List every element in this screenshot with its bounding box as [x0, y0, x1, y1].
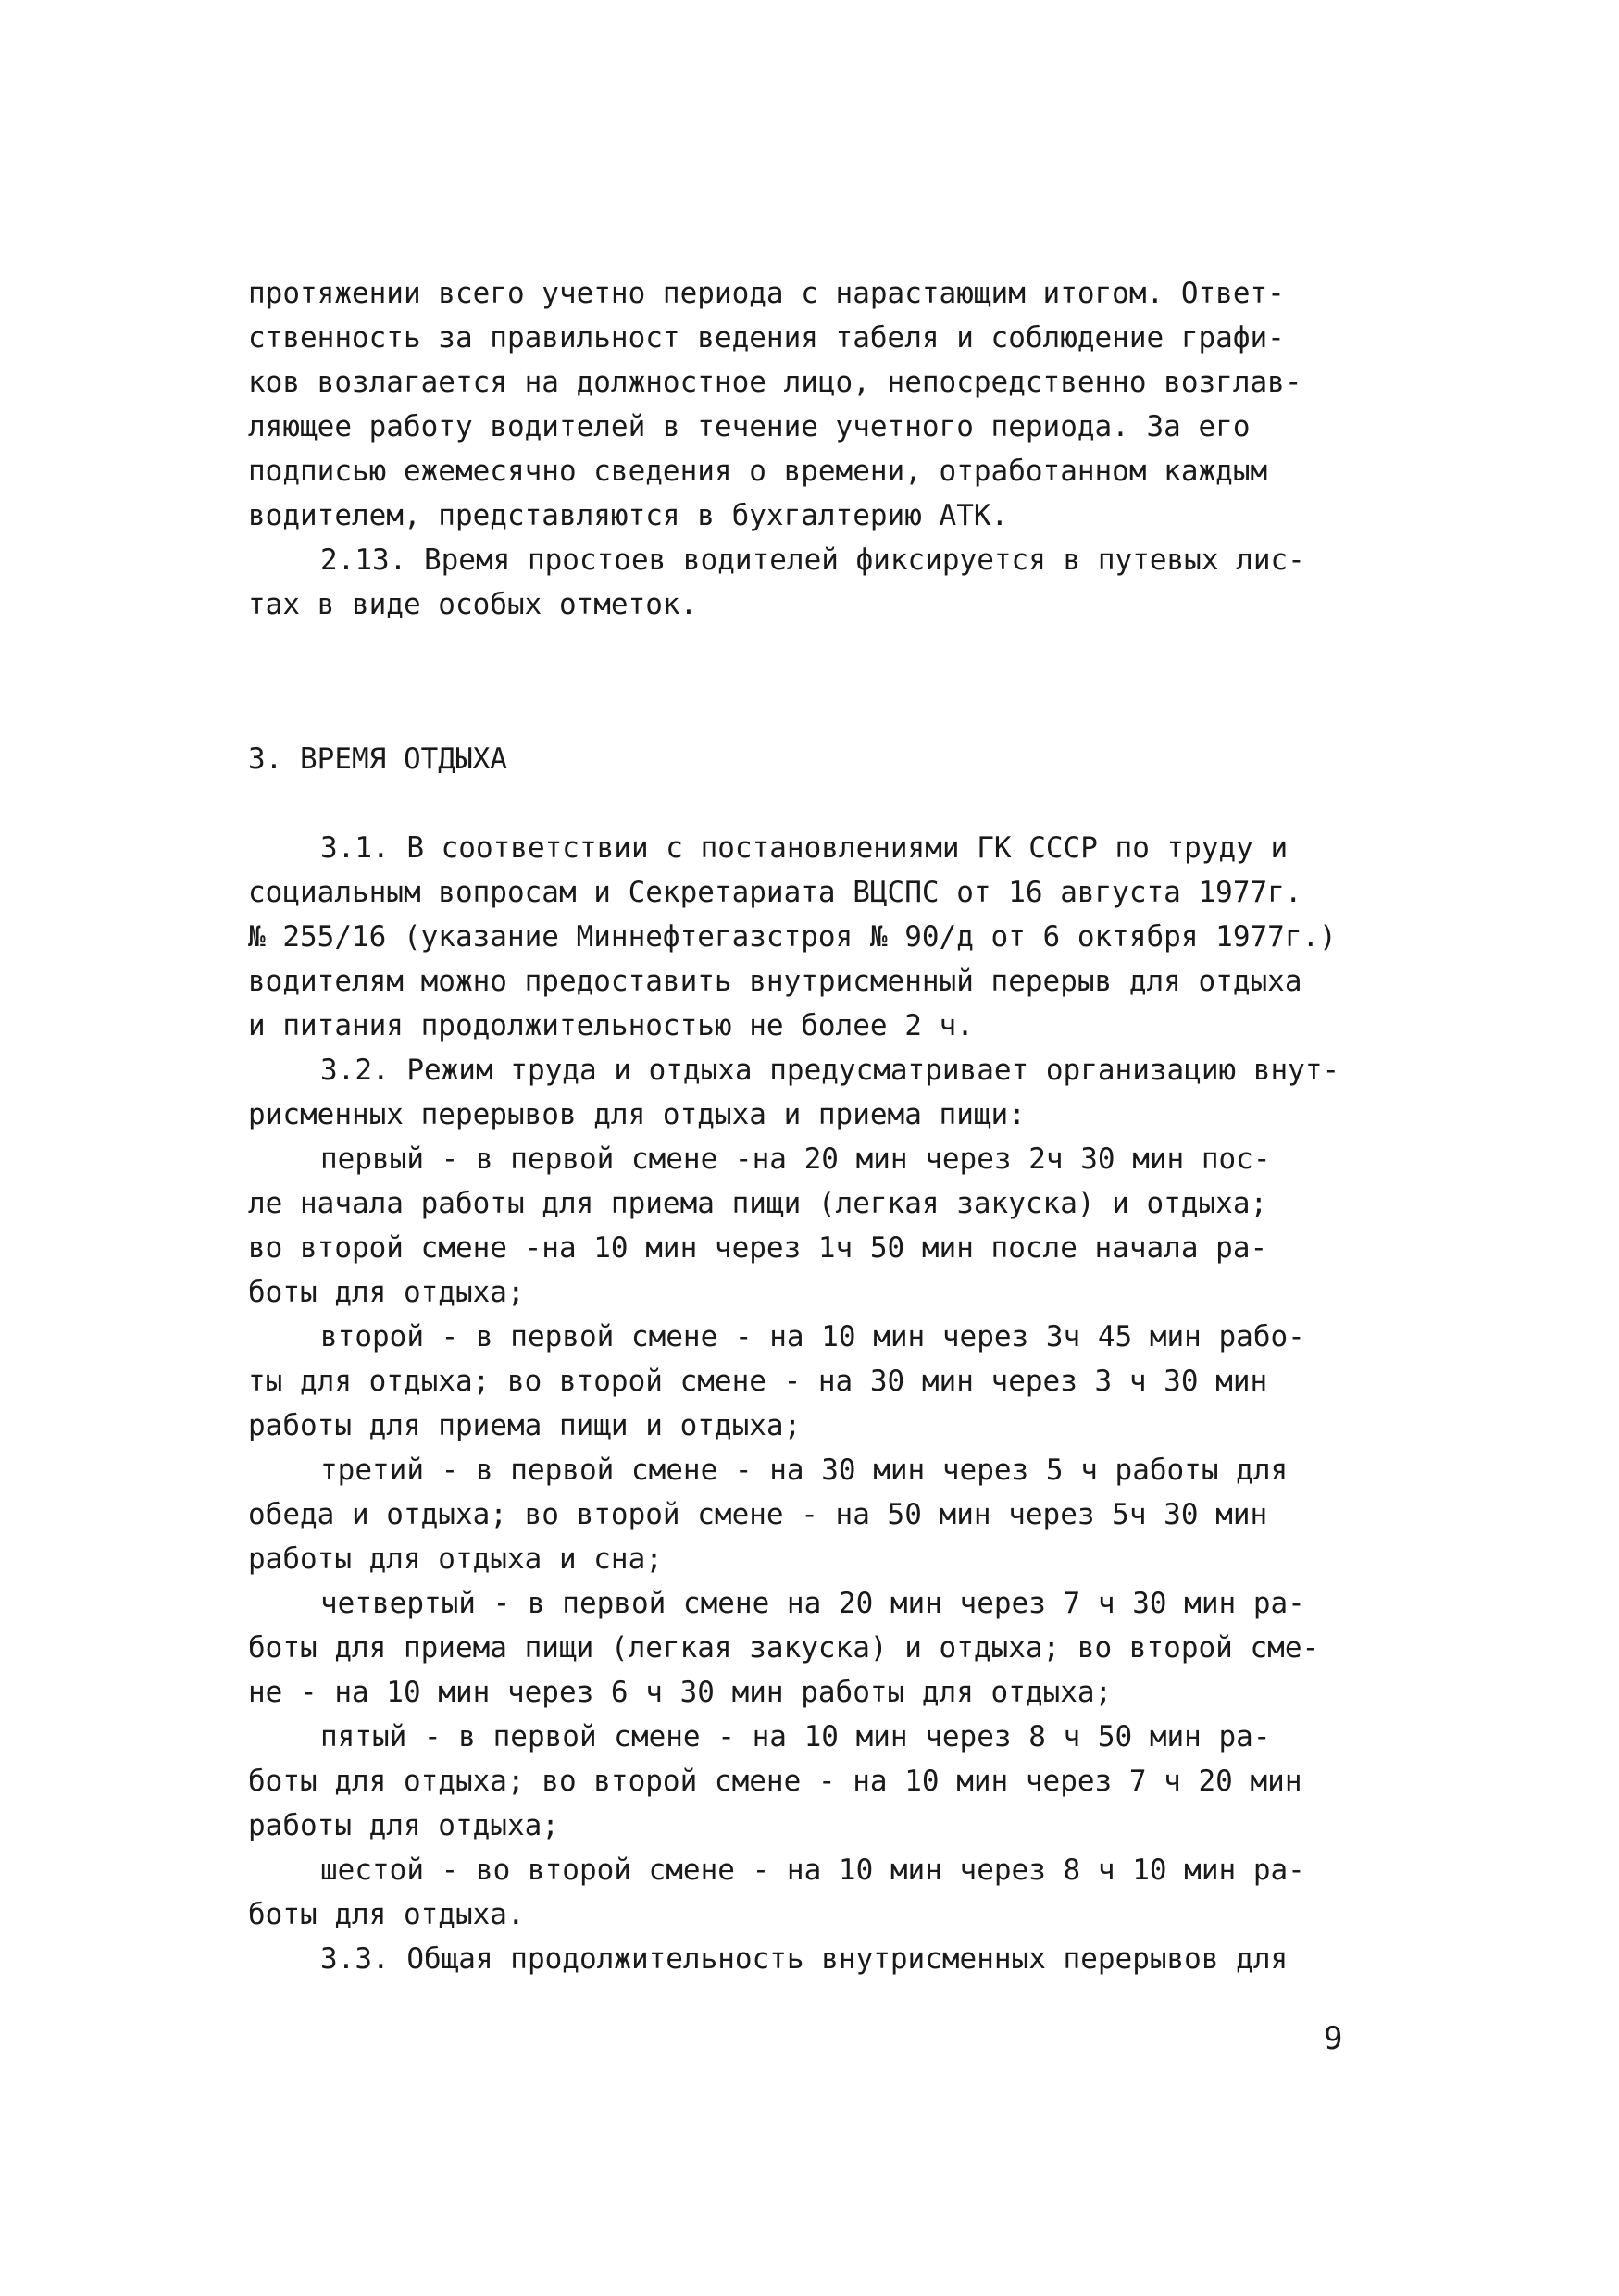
text-line: и питания продолжительностью не более 2 ч.: [248, 1009, 974, 1042]
text-line: обеда и отдыха; во второй смене - на 50 мин через 5ч 30 мин: [248, 1498, 1268, 1531]
paragraph-2-13-start: 2.13. Время простоев водителей фиксируется в путевых лис-: [320, 543, 1305, 577]
text-line: подписью ежемесячно сведения о времени, отработанном каждым: [248, 455, 1268, 488]
text-line: боты для отдыха; во второй смене - на 10 мин через 7 ч 20 мин: [248, 1765, 1302, 1798]
text-line: рисменных перерывов для отдыха и приема пищи:: [248, 1098, 1026, 1131]
text-line: работы для отдыха и сна;: [248, 1542, 663, 1576]
section-3-heading: 3. ВРЕМЯ ОТДЫХА: [248, 742, 507, 776]
text-line: водителям можно предоставить внутрисменный перерыв для отдыха: [248, 965, 1302, 998]
paragraph-3-1-start: 3.1. В соответствии с постановлениями ГК СССР по труду и: [320, 831, 1289, 865]
text-line: боты для приема пищи (легкая закуска) и отдыха; во второй сме-: [248, 1631, 1320, 1665]
text-line: протяжении всего учетно периода с нарастающим итогом. Ответ-: [248, 277, 1285, 310]
break-item-sixth: шестой - во второй смене - на 10 мин через 8 ч 10 мин ра-: [320, 1853, 1305, 1887]
text-line: ле начала работы для приема пищи (легкая закуска) и отдыха;: [248, 1187, 1268, 1220]
text-line: ты для отдыха; во второй смене - на 30 мин через 3 ч 30 мин: [248, 1365, 1268, 1398]
paragraph-3-3-start: 3.3. Общая продолжительность внутрисменных перерывов для: [320, 1942, 1289, 1976]
text-line: работы для приема пищи и отдыха;: [248, 1409, 802, 1442]
text-line: ляющее работу водителей в течение учетного периода. За его: [248, 410, 1251, 443]
page-number: 9: [1324, 2020, 1343, 2057]
text-line: боты для отдыха.: [248, 1898, 525, 1931]
text-line: не - на 10 мин через 6 ч 30 мин работы для отдыха;: [248, 1676, 1113, 1709]
text-line: № 255/16 (указание Миннефтегазстроя № 90/д от 6 октября 1977г.): [248, 920, 1337, 954]
break-item-fourth: четвертый - в первой смене на 20 мин через 7 ч 30 мин ра-: [320, 1587, 1305, 1620]
text-line: социальным вопросам и Секретариата ВЦСПС от 16 августа 1977г.: [248, 876, 1302, 909]
text-line: во второй смене -на 10 мин через 1ч 50 мин после начала ра-: [248, 1231, 1268, 1265]
text-line: работы для отдыха;: [248, 1809, 559, 1842]
break-item-first: первый - в первой смене -на 20 мин через 2ч 30 мин пос-: [320, 1142, 1271, 1176]
text-line: ков возлагается на должностное лицо, непосредственно возглав-: [248, 366, 1302, 399]
text-line: тах в виде особых отметок.: [248, 588, 698, 621]
break-item-fifth: пятый - в первой смене - на 10 мин через 8 ч 50 мин ра-: [320, 1720, 1271, 1753]
text-line: ственность за правильност ведения табеля и соблюдение графи-: [248, 321, 1285, 355]
break-item-third: третий - в первой смене - на 30 мин через 5 ч работы для: [320, 1454, 1289, 1487]
text-line: водителем, представляются в бухгалтерию АТК.: [248, 499, 1009, 532]
paragraph-3-2-start: 3.2. Режим труда и отдыха предусматривает организацию внут-: [320, 1054, 1340, 1087]
text-line: боты для отдыха;: [248, 1276, 525, 1309]
break-item-second: второй - в первой смене - на 10 мин через 3ч 45 мин рабо-: [320, 1320, 1305, 1354]
